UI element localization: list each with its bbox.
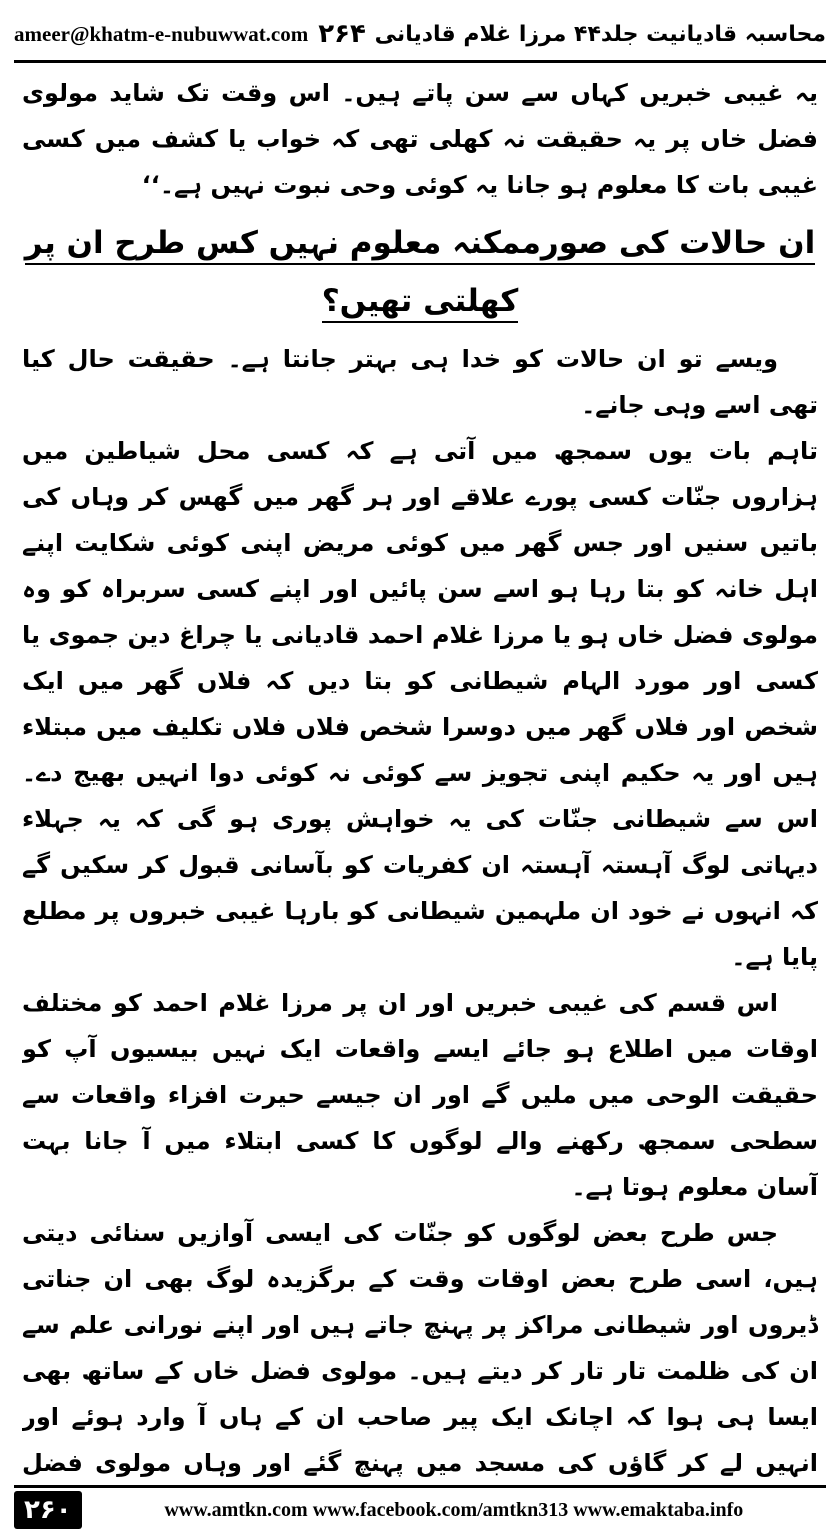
header-title: محاسبہ قادیانیت جلد۴۴ مرزا غلام قادیانی — [374, 21, 826, 47]
header-page-number: ۲۶۴ — [318, 19, 366, 49]
footer-links[interactable]: www.amtkn.com www.facebook.com/amtkn313 www.emaktaba.info — [164, 1498, 744, 1521]
header-divider — [14, 60, 826, 63]
section-heading-text: ان حالات کی صورممکنہ معلوم نہیں کس طرح ان پر کھلتی تھیں؟ — [25, 225, 815, 323]
footer-divider — [14, 1485, 826, 1488]
paragraph-5: جس طرح بعض لوگوں کو جنّات کی ایسی آوازیں سنائی دیتی ہیں، اسی طرح بعض اوقات وقت کے برگزیدہ لوگ بھی ان جناتی ڈیروں اور شیطانی مراکز پر پہنچ جاتے ہیں اور اپنے نورانی علم سے ان کی ظلمت تار تار کر دیتے ہیں۔ مولوی فضل خاں کے ساتھ بھی ایسا ہی ہوا کہ اچانک ایک پیر صاحب ان کے ہاں آ وارد ہوئے اور انہیں لے کر گاؤں کی مسجد میں پہنچ گئے اور وہاں مولوی فضل — [22, 1219, 818, 1477]
header-email[interactable]: ameer@khatm-e-nubuwwat.com — [14, 21, 309, 46]
page-header — [14, 12, 826, 56]
page-body — [22, 70, 818, 1478]
paragraph-2: ویسے تو ان حالات کو خدا ہی بہتر جانتا ہے۔ حقیقت حال کیا تھی اسے وہی جانے۔ — [22, 345, 818, 419]
footer-page-number: ۲۶۰ — [14, 1491, 82, 1529]
paragraph-3: تاہم بات یوں سمجھ میں آتی ہے کہ کسی محل شیاطین میں ہزاروں جنّات کسی پورے علاقے اور ہر گھر میں گھس کر وہاں کی باتیں سنیں اور جس گھر میں کوئی مریض اپنی کوئی شکایت اپنے اہل خانہ کو بتا رہا ہو اسے سن پائیں اور اپنے کسی سربراہ کو وہ مولوی فضل خاں ہو یا مرزا غلام احمد قادیانی یا چراغ دین جموی یا کسی اور مورد الہام شیطانی کو بتا دیں کہ فلاں گھر میں ایک شخص اور فلاں گھر میں دوسرا شخص فلاں فلاں تکلیف میں مبتلاء ہیں اور یہ حکیم اپنی تجویز سے کوئی نہ کوئی دوا انہیں بھیج دے۔ اس سے شیطانی جنّات کی یہ خواہش پوری ہو گی کہ یہ جہلاء دیہاتی لوگ آہستہ آہستہ ان کفریات کو بآسانی قبول کر سکیں گے کہ انہوں نے خود ان ملہمین شیطانی کو بارہا غیبی خبروں پر مطلع پایا ہے۔ — [22, 437, 818, 971]
section-heading — [22, 214, 818, 330]
header-left — [14, 19, 366, 49]
paragraph-1: یہ غیبی خبریں کہاں سے سن پاتے ہیں۔ اس وقت تک شاید مولوی فضل خاں پر یہ حقیقت نہ کھلی تھی کہ خواب یا کشف میں کسی غیبی بات کا معلوم ہو جانا یہ کوئی وحی نبوت نہیں ہے۔‘‘ — [22, 79, 818, 199]
page-footer — [14, 1490, 826, 1530]
paragraph-4: اس قسم کی غیبی خبریں اور ان پر مرزا غلام احمد کو مختلف اوقات میں اطلاع ہو جائے ایسے واقعات ایک نہیں بیسیوں آپ کو حقیقت الوحی میں ملیں گے اور ان جیسے حیرت افزاء واقعات سے سطحی سمجھ رکھنے والے لوگوں کا کسی ابتلاء میں آ جانا بہت آسان معلوم ہوتا ہے۔ — [22, 989, 818, 1201]
